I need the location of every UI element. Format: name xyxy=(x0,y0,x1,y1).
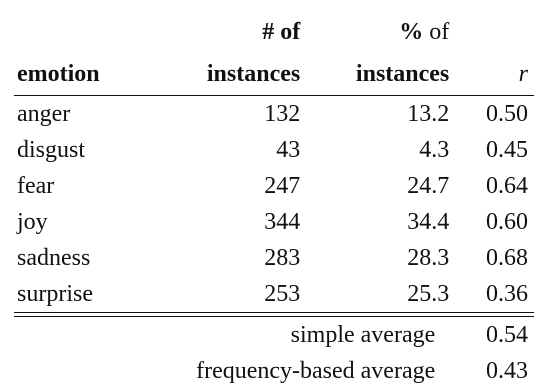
emotion-table xyxy=(14,10,534,389)
instances-cell: 43 xyxy=(149,132,300,168)
r-cell: 0.36 xyxy=(449,276,534,313)
r-cell: 0.45 xyxy=(449,132,534,168)
emotion-cell: surprise xyxy=(14,276,149,313)
instances-cell: 132 xyxy=(149,96,300,133)
header-row-2 xyxy=(14,44,534,96)
header-instances: instances xyxy=(149,44,300,96)
emotion-cell: disgust xyxy=(14,132,149,168)
header-emotion: emotion xyxy=(14,44,149,96)
header-pct-symbol: % xyxy=(399,19,423,45)
pct-cell: 13.2 xyxy=(300,96,449,133)
instances-cell: 283 xyxy=(149,240,300,276)
emotion-cell: joy xyxy=(14,204,149,240)
table-row xyxy=(14,132,534,168)
table-row xyxy=(14,96,534,133)
table-row xyxy=(14,204,534,240)
average-label: simple average xyxy=(14,317,449,353)
pct-cell: 28.3 xyxy=(300,240,449,276)
pct-cell: 25.3 xyxy=(300,276,449,313)
r-cell: 0.68 xyxy=(449,240,534,276)
table-row xyxy=(14,276,534,313)
average-r: 0.54 xyxy=(449,317,534,353)
table-header xyxy=(14,10,534,96)
average-row xyxy=(14,353,534,389)
header-row-1 xyxy=(14,10,534,44)
emotion-cell: sadness xyxy=(14,240,149,276)
table-footer xyxy=(14,313,534,389)
emotion-cell: anger xyxy=(14,96,149,133)
table-body xyxy=(14,96,534,313)
pct-cell: 34.4 xyxy=(300,204,449,240)
r-cell: 0.64 xyxy=(449,168,534,204)
average-r: 0.43 xyxy=(449,353,534,389)
pct-cell: 24.7 xyxy=(300,168,449,204)
emotion-cell: fear xyxy=(14,168,149,204)
r-cell: 0.50 xyxy=(449,96,534,133)
instances-cell: 247 xyxy=(149,168,300,204)
header-pct-instances: instances xyxy=(300,44,449,96)
header-instances-prefix: # of xyxy=(149,10,300,44)
average-row xyxy=(14,317,534,353)
instances-cell: 253 xyxy=(149,276,300,313)
table-row xyxy=(14,168,534,204)
header-r: r xyxy=(449,44,534,96)
r-cell: 0.60 xyxy=(449,204,534,240)
header-empty-cell xyxy=(14,10,149,44)
header-empty-cell xyxy=(449,10,534,44)
header-pct-prefix xyxy=(300,10,449,44)
instances-cell: 344 xyxy=(149,204,300,240)
pct-cell: 4.3 xyxy=(300,132,449,168)
average-label: frequency-based average xyxy=(14,353,449,389)
table-row xyxy=(14,240,534,276)
header-pct-word: of xyxy=(429,19,449,45)
